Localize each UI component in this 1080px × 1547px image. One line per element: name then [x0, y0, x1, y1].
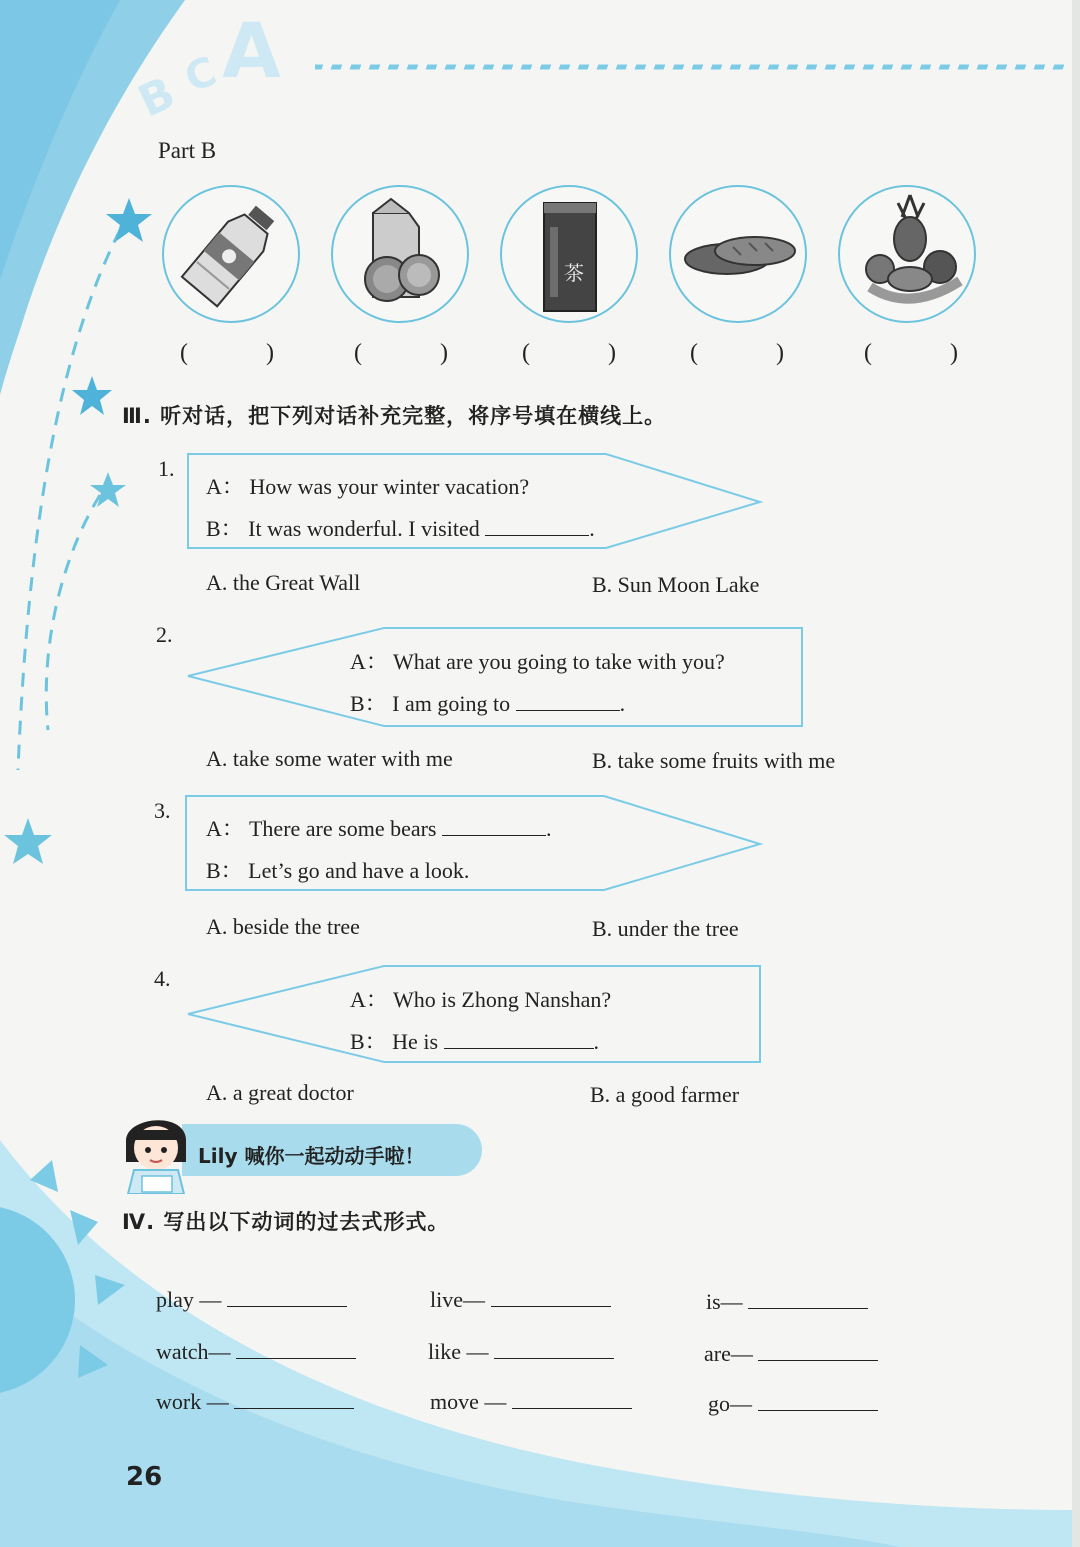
section-heading: Ⅳ. 写出以下动词的过去式形式。: [122, 1210, 450, 1234]
verb-word: like —: [428, 1339, 489, 1364]
paren-open: (: [522, 340, 530, 366]
option-b: B. a good farmer: [590, 1082, 740, 1107]
paren-open: (: [180, 340, 188, 366]
verb-word: work —: [156, 1389, 229, 1414]
star-icon: [70, 374, 114, 418]
paren-close: ): [776, 340, 784, 366]
question-number: 3.: [154, 798, 171, 823]
picture-juice: [331, 185, 469, 323]
dialogue-text: A： There are some bears: [206, 816, 437, 841]
answer-paren[interactable]: [354, 340, 448, 367]
dialogue-line-b: B： Let’s go and have a look.: [206, 858, 470, 883]
dialogue-text: B： It was wonderful. I visited: [206, 516, 480, 541]
logo-letter: A: [222, 6, 281, 95]
answer-blank[interactable]: [234, 1386, 354, 1409]
verb-item: [708, 1388, 878, 1417]
verb-item: [704, 1338, 878, 1367]
option-a: A. beside the tree: [206, 914, 360, 939]
answer-blank[interactable]: [236, 1336, 356, 1359]
dialogue-line-a: A： Who is Zhong Nanshan?: [350, 987, 612, 1012]
answer-blank[interactable]: [227, 1284, 347, 1307]
option-a: A. the Great Wall: [206, 570, 361, 595]
verb-word: move —: [430, 1389, 507, 1414]
answer-paren[interactable]: [864, 340, 958, 367]
verb-word: is—: [706, 1289, 743, 1314]
dialogue-text: B： I am going to: [350, 691, 511, 716]
option-a: A. take some water with me: [206, 746, 453, 771]
answer-blank[interactable]: [442, 813, 546, 836]
paren-close: ): [608, 340, 616, 366]
verb-word: live—: [430, 1287, 485, 1312]
verb-item: [156, 1336, 356, 1365]
picture-bread: [669, 185, 807, 323]
verb-item: [430, 1284, 611, 1313]
logo-letter: B: [130, 67, 183, 128]
answer-blank[interactable]: [485, 513, 589, 536]
picture-water-bottle: [162, 185, 300, 323]
verb-item: [156, 1386, 354, 1415]
verb-item: [156, 1284, 347, 1313]
dialogue-line-a: A： How was your winter vacation?: [206, 474, 530, 499]
picture-fruits: [838, 185, 976, 323]
option-b: B. Sun Moon Lake: [592, 572, 760, 597]
star-icon: [104, 196, 154, 246]
answer-paren[interactable]: [522, 340, 616, 367]
answer-blank[interactable]: [516, 688, 620, 711]
section-heading: Ⅲ. 听对话，把下列对话补充完整，将序号填在横线上。: [122, 404, 667, 428]
punctuation: .: [589, 516, 595, 541]
answer-blank[interactable]: [512, 1386, 632, 1409]
answer-blank[interactable]: [748, 1286, 868, 1309]
answer-blank[interactable]: [758, 1338, 878, 1361]
answer-blank[interactable]: [758, 1388, 878, 1411]
paren-close: ): [950, 340, 958, 366]
option-b: B. take some fruits with me: [592, 748, 836, 773]
page-number: 26: [126, 1462, 163, 1492]
dialogue-text: B： He is: [350, 1029, 439, 1054]
answer-paren[interactable]: [180, 340, 274, 367]
verb-word: go—: [708, 1391, 752, 1416]
paren-open: (: [690, 340, 698, 366]
verb-word: are—: [704, 1341, 753, 1366]
paren-open: (: [354, 340, 362, 366]
tea-label: 茶: [564, 261, 584, 285]
punctuation: .: [593, 1029, 600, 1054]
paren-close: ): [440, 340, 448, 366]
picture-tea-can: [500, 185, 638, 323]
dialogue-line-a: [206, 812, 552, 843]
paren-close: ): [266, 340, 274, 366]
dialogue-line-b: [350, 687, 625, 718]
answer-blank[interactable]: [491, 1284, 611, 1307]
dialogue-line-a: A： What are you going to take with you?: [350, 649, 725, 674]
paren-open: (: [864, 340, 872, 366]
verb-item: [428, 1336, 614, 1365]
answer-blank[interactable]: [444, 1026, 594, 1049]
punctuation: .: [619, 691, 626, 716]
option-a: A. a great doctor: [206, 1080, 354, 1105]
dialogue-line-b: [206, 512, 595, 543]
star-icon: [2, 816, 54, 868]
answer-paren[interactable]: [690, 340, 784, 367]
fruits-icon: [840, 187, 974, 321]
question-number: 4.: [154, 966, 171, 991]
tea-can-icon: [502, 187, 636, 321]
girl-avatar-icon: [118, 1108, 198, 1194]
water-bottle-icon: [164, 187, 298, 321]
verb-item: [706, 1286, 868, 1315]
option-b: B. under the tree: [592, 916, 739, 941]
part-label: Part B: [158, 138, 217, 163]
verb-word: play —: [156, 1287, 222, 1312]
answer-blank[interactable]: [494, 1336, 614, 1359]
header-dashed-line: [315, 60, 1070, 74]
lily-text: Lily 喊你一起动动手啦！: [198, 1144, 425, 1168]
verb-word: watch—: [156, 1339, 231, 1364]
logo-letter: C: [179, 48, 223, 102]
juice-carton-oranges-icon: [333, 187, 467, 321]
bread-icon: [671, 187, 805, 321]
dialogue-line-b: [350, 1025, 599, 1056]
verb-item: [430, 1386, 632, 1415]
question-number: 2.: [156, 622, 173, 647]
punctuation: .: [546, 816, 552, 841]
star-icon: [88, 470, 128, 510]
question-number: 1.: [158, 456, 175, 481]
